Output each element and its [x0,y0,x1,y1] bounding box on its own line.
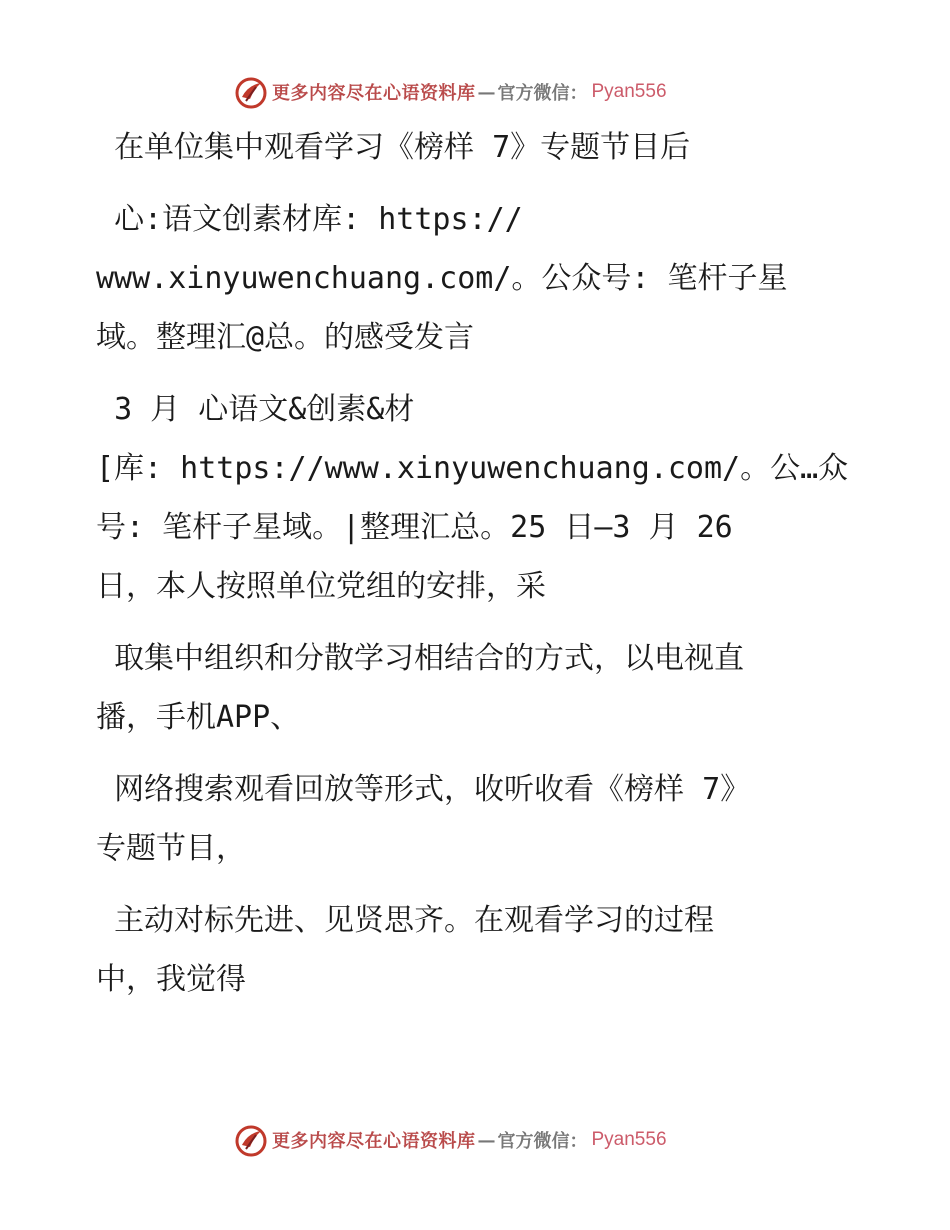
brush-seal-logo-icon [234,75,268,109]
banner-wechat-id: Pyan556 [591,81,667,102]
paragraph: 取集中组织和分散学习相结合的方式，以电视直 播，手机APP、 [96,641,745,735]
banner-dash: — [477,81,496,103]
header-banner [0,72,950,112]
document-body [96,118,856,1009]
footer-banner [0,1120,950,1160]
banner-text: 更多内容尽在心语资料库 [272,83,476,104]
banner-text: 更多内容尽在心语资料库 [272,1131,476,1152]
paragraph-title: 在单位集中观看学习《榜样 7》专题节目后 [96,130,691,165]
paragraph: 主动对标先进、见贤思齐。在观看学习的过程 中，我觉得 [96,903,715,997]
paragraph: 网络搜索观看回放等形式，收听收看《榜样 7》 专题节目， [96,772,751,866]
banner-wechat-id: Pyan556 [591,1129,667,1150]
paragraph: 3 月 心语文&创素&材 [库: https://www.xinyuwenchuang.com/。公…众 号: 笔杆子星域。|整理汇总。25 日—3 月 26 日，本人按照单位党组的安排，采 [96,392,849,604]
banner-official-label: 官方微信： [497,83,588,104]
paragraph: 心:语文创素材库: https:// www.xinyuwenchuang.com/。公众号: 笔杆子星 域。整理汇@总。的感受发言 [96,202,788,355]
banner-official-label: 官方微信： [497,1131,588,1152]
banner-dash: — [477,1129,496,1151]
brush-seal-logo-icon [234,1123,268,1157]
